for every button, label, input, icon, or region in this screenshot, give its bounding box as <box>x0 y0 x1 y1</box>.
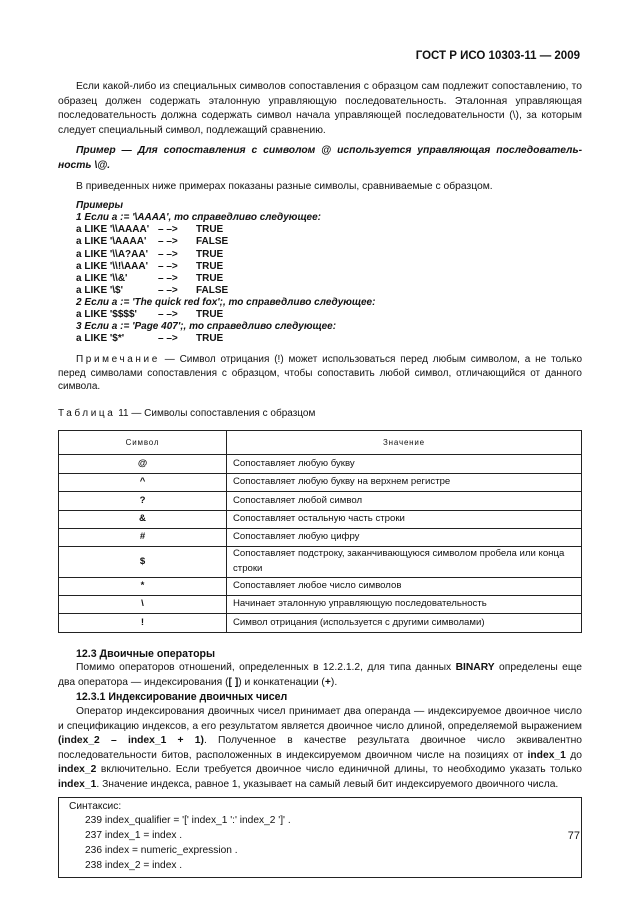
examples-block <box>58 200 582 345</box>
syntax-rule: 236 index = numeric_expression . <box>85 845 238 857</box>
syntax-rule: 239 index_qualifier = '[' index_1 ':' index_2 ']' . <box>85 815 291 827</box>
table-row: * Сопоставляет любое число символов <box>59 577 582 595</box>
table-header-row <box>59 431 582 455</box>
section-heading-12-3: 12.3 Двоичные операторы <box>76 647 216 660</box>
syntax-label: Синтаксис: <box>69 800 122 812</box>
section-12-3-paragraph: Помимо операторов отношений, определенных в 12.2.1.2, для типа данных BINARY определены еще два оператора — индексирования ([ ]) и конкатенации (+). <box>58 662 582 688</box>
example-escape: Пример — Для сопоставления с символом @ используется управляющая последователь-ность \@. <box>58 145 582 171</box>
example-row: a LIKE '\\!\AAA' – –> TRUE <box>76 260 224 272</box>
example-row: a LIKE '\$' – –> FALSE <box>76 284 229 296</box>
intro-paragraph: Если какой-либо из специальных символов сопоставления с образцом сам подлежит сопоставлению, то образец должен содержать эталонную управляющую последовательность. Эталонная управляющая последовательность должна содержать символ начала управляющей последовательности (\), за которым следует специальный символ, подлежащий сравнению. <box>58 81 582 136</box>
standard-header: ГОСТ Р ИСО 10303-11 — 2009 <box>415 50 580 62</box>
column-header-symbol: Символ <box>59 431 227 455</box>
example-row: a LIKE '\AAAA' – –> FALSE <box>76 236 229 248</box>
table-row: $ Сопоставляет подстроку, заканчивающуюся символом пробела или конца строки <box>59 547 582 577</box>
example-case-1: 1 Если a := '\AAAA', то справедливо следующее: <box>76 212 321 224</box>
section-heading-12-3-1: 12.3.1 Индексирование двоичных чисел <box>76 691 288 704</box>
syntax-box <box>58 797 582 878</box>
note-text: — Символ отрицания (!) может использоваться перед любым символом, а не только перед символами сопоставления с образцом, чтобы сопоставить любой символ, отличающийся от данного символа. <box>58 354 582 393</box>
example-case-1-rows <box>76 224 582 297</box>
example-row: a LIKE '\\AAAA' – –> TRUE <box>76 224 224 236</box>
table-caption: Таблица 11 — Символы сопоставления с образцом <box>58 407 316 419</box>
syntax-rule: 238 index_2 = index . <box>85 859 183 871</box>
example-row: a LIKE '$$$$' – –> TRUE <box>76 309 224 320</box>
table-row: # Сопоставляет любую цифру <box>59 528 582 546</box>
note-paragraph <box>58 353 582 394</box>
example-row: a LIKE '\\A?AA' – –> TRUE <box>76 248 224 260</box>
examples-intro: В приведенных ниже примерах показаны разные символы, сравниваемые с образцом. <box>76 180 493 192</box>
table-row: \ Начинает эталонную управляющую последовательность <box>59 595 582 613</box>
page-number: 77 <box>567 830 580 842</box>
table-row: & Сопоставляет остальную часть строки <box>59 510 582 528</box>
table-row: ^ Сопоставляет любую букву на верхнем регистре <box>59 473 582 491</box>
example-row: a LIKE '\\&' – –> TRUE <box>76 272 224 284</box>
example-case-3: 3 Если a := 'Page 407';, то справедливо следующее: <box>76 321 337 333</box>
syntax-rule: 237 index_1 = index . <box>85 830 183 842</box>
note-label: Примечание <box>76 354 160 366</box>
column-header-meaning: Значение <box>227 431 582 455</box>
examples-title: Примеры <box>76 200 124 212</box>
table-row: ? Сопоставляет любой символ <box>59 492 582 510</box>
example-row: a LIKE '$*' – –> TRUE <box>76 333 224 345</box>
section-12-3-1-paragraph: Оператор индексирования двоичных чисел принимает два операнда — индексируемое двоичное число и спецификацию индексов, а его результатом является двоичное число длиной, определяемой выражением (index_2 – index_1 + 1). Полученное в качестве результата двоичное число эквивалентно последовательности битов, расположенных в индексируемом двоичном числе на позициях от index_1 до index_2 включительно. Если требуется двоичное число единичной длины, то необходимо указать только index_1. Значение индекса, равное 1, указывает на самый левый бит индексируемого двоичного числа. <box>58 706 582 791</box>
page-content <box>58 80 582 878</box>
pattern-symbols-table <box>58 430 582 632</box>
example-case-2: 2 Если a := 'The quick red fox';, то справедливо следующее: <box>76 296 376 308</box>
table-row: @ Сопоставляет любую букву <box>59 455 582 473</box>
table-row: ! Символ отрицания (используется с другими символами) <box>59 614 582 632</box>
